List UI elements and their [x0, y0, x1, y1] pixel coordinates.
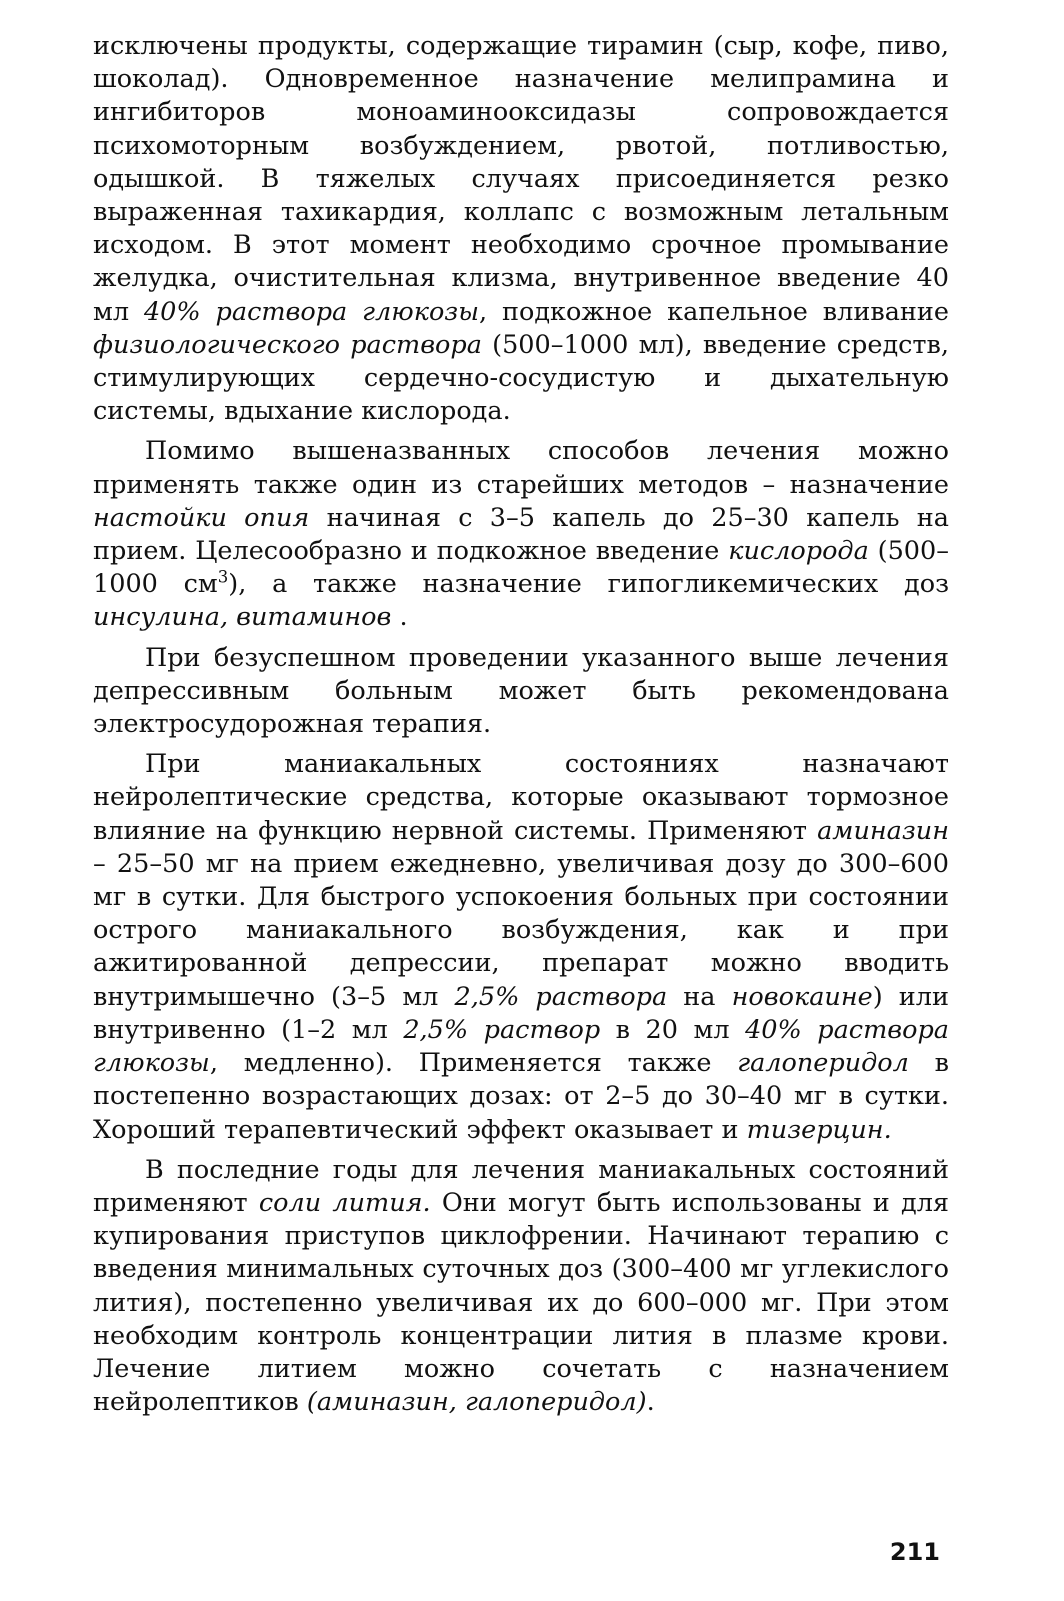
page-number: 211	[889, 1538, 940, 1566]
italic-term: (аминазин, галоперидол)	[306, 1387, 647, 1418]
text-run: (500–1000 мл), введение средств, стимулирующих сердечно-сосудистую и дыхательную системы, вдыхание кислорода.	[93, 329, 950, 427]
text-run: В последние годы для лечения маниакальных состояний применяют	[93, 1154, 949, 1218]
text-run: – 25–50 мг на прием ежедневно, увеличивая дозу до 300–600 мг в сутки. Для быстрого успокоения больных при состоянии острого маниакального возбуждения, как и при ажитированной депрессии, препарат можно вводить внутримышечно (3–5 мл	[93, 848, 949, 1012]
text-run: в постепенно возрастающих дозах: от 2–5 до 30–40 мг в сутки. Хороший терапевтический эффект оказывает и	[93, 1048, 949, 1145]
italic-term: галоперидол	[737, 1048, 909, 1079]
italic-term: новокаине	[731, 981, 873, 1012]
italic-term: кислорода	[728, 536, 869, 567]
italic-term: тизерцин.	[746, 1114, 892, 1145]
text-run: ) или внутривенно (1–2 мл	[93, 981, 949, 1045]
italic-term: 2,5% раствор	[403, 1014, 601, 1045]
text-run: .	[646, 1387, 655, 1418]
text-run: Помимо вышеназванных способов лечения можно применять также один из старейших методов – назначение	[93, 436, 949, 500]
text-run: При безуспешном проведении указанного выше лечения депрессивным больным может быть рекомендована электросудорожная терапия.	[93, 642, 949, 740]
text-run: ), а также назначение гипогликемических доз	[228, 569, 949, 600]
paragraph	[93, 748, 949, 1146]
paragraph	[93, 642, 949, 742]
italic-term: соли лития.	[258, 1187, 431, 1218]
superscript: 3	[217, 567, 229, 587]
italic-term: инсулина, витаминов	[93, 602, 392, 633]
text-run: в 20 мл	[600, 1014, 746, 1045]
paragraph	[93, 1154, 949, 1420]
paragraph	[93, 435, 949, 634]
paragraph	[93, 30, 949, 428]
text-run: исключены продукты, содержащие тирамин (сыр, кофе, пиво, шоколад). Одновременное назначение мелипрамина и ингибиторов моноаминооксидазы сопровождается психомоторным возбуждением, рвотой, потливостью, одышкой. В тяжелых случаях присоединяется резко выраженная тахикардия, коллапс с возможным летальным исходом. В этот момент необходимо срочное промывание желудка, очистительная клизма, внутривенное введение 40 мл	[93, 31, 949, 327]
italic-term: 2,5% раствора	[454, 981, 668, 1012]
italic-term: 40% раствора глюкозы	[143, 296, 479, 327]
text-run: на	[667, 981, 732, 1012]
text-run: , подкожное капельное вливание	[478, 296, 949, 327]
text-run: .	[391, 602, 408, 633]
italic-term: настойки опия	[93, 502, 310, 533]
text-run: начиная с 3–5 капель до 25–30 капель на прием. Целесообразно и подкожное введение	[93, 502, 950, 567]
text-run: (500–1000 см	[93, 536, 949, 600]
italic-term: аминазин	[817, 815, 949, 846]
text-run: , медленно). Применяется также	[209, 1048, 738, 1079]
italic-term: физиологического раствора	[93, 329, 482, 360]
italic-term: 40% раствора глюкозы	[93, 1014, 949, 1079]
text-run: При маниакальных состояниях назначают нейролептические средства, которые оказывают тормозное влияние на функцию нервной системы. Применяют	[93, 749, 949, 846]
page-body	[93, 30, 949, 1419]
text-run: Они могут быть использованы и для купирования приступов циклофрении. Начинают терапию с введения минимальных суточных доз (300–400 мг углекислого лития), постепенно увеличивая их до 600–000 мг. При этом необходим контроль концентрации лития в плазме крови. Лечение литием можно сочетать с назначением нейролептиков	[93, 1187, 949, 1418]
